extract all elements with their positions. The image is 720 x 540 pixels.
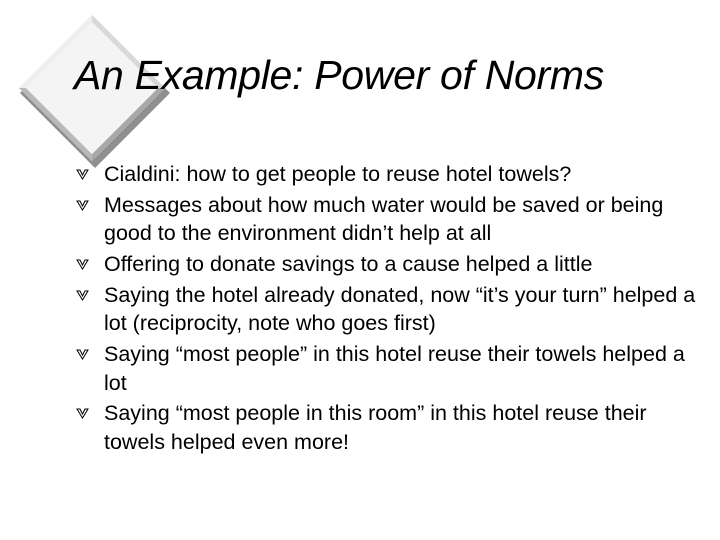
bullet-text: Saying “most people in this room” in this hotel reuse their towels helped even more! <box>104 401 647 454</box>
list-item <box>76 399 696 456</box>
checkmark-v-icon <box>76 407 89 420</box>
checkmark-v-icon <box>76 289 89 302</box>
bullet-text: Saying the hotel already donated, now “it’s your turn” helped a lot (reciprocity, note who goes first) <box>104 282 696 336</box>
slide-title: An Example: Power of Norms <box>74 52 604 98</box>
checkmark-v-icon <box>76 199 89 212</box>
checkmark-v-icon <box>76 258 89 271</box>
bullet-text: Messages about how much water would be saved or being good to the environment didn’t help at all <box>104 192 664 246</box>
list-item <box>76 281 696 338</box>
checkmark-v-icon <box>76 168 89 181</box>
bullet-list <box>76 160 696 456</box>
list-item <box>76 160 696 189</box>
bullet-text: Cialdini: how to get people to reuse hotel towels? <box>104 162 572 186</box>
bullet-text: Saying “most people” in this hotel reuse their towels helped a lot <box>104 342 685 395</box>
list-item <box>76 191 696 248</box>
checkmark-v-icon <box>76 348 89 361</box>
bullet-text: Offering to donate savings to a cause helped a little <box>104 252 593 277</box>
list-item <box>76 250 696 279</box>
list-item <box>76 340 696 397</box>
